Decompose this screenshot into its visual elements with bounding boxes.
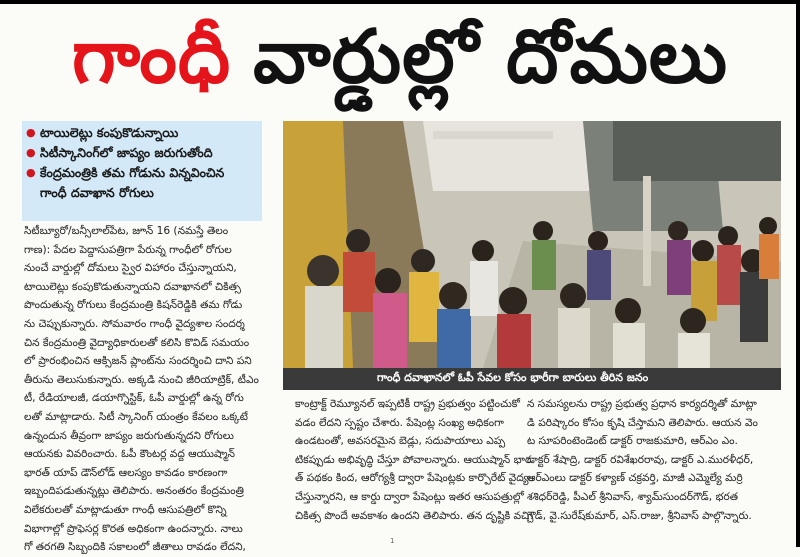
article-line: లతో మాట్లాడారు. సిటీ స్కానింగ్ యంత్రం కేవలం ఒక్కటే bbox=[24, 410, 248, 423]
news-photo bbox=[283, 121, 781, 368]
article-line: పొందుతున్న రోగులు కేంద్రమంత్రి కిషన్‌రెడ్డికి తమ గోడు bbox=[24, 299, 243, 312]
article-line: ట సూపరింటెండెంట్ డాక్టర్ రాజకుమారి, ఆర్ఎం ఎం. bbox=[527, 435, 738, 448]
highlight-item bbox=[26, 123, 262, 143]
article-line: నుంచే వార్డుల్లో దోమలు స్వైర విహారం చేస్తున్నాయని, bbox=[24, 262, 237, 275]
article-line: ను చెప్పుకున్నారు. సోమవారం గాంధీ వైద్యశాల సందర్శ bbox=[24, 317, 245, 330]
highlight-text: సిటీస్కానింగ్‌లో జాప్యం జరుగుతోంది bbox=[40, 145, 213, 160]
article-line: భారత్ యాప్ డౌన్‌లోడ్ ఆలస్యం కావడం కారణంగా bbox=[24, 466, 228, 479]
headline-red-word: గాంధీ bbox=[72, 14, 232, 100]
headline-black-words: వార్డుల్లో దోమలు bbox=[253, 14, 728, 100]
article-line: ఉండటంతో, అవసరమైన బెడ్లు, సదుపాయాలు ఎప్ప bbox=[295, 435, 506, 448]
article-line: వడం లేదని స్పష్టం చేశారు. పేషెంట్ల సంఖ్య అధికంగా bbox=[295, 416, 504, 429]
article-column-middle bbox=[295, 395, 534, 530]
article-line: డి పరిష్కారం కోసం కృషి చేస్తామని తెలిపారు. ఆయన వెం bbox=[527, 416, 758, 429]
headline bbox=[0, 10, 800, 122]
article-line: త్ పథకం కింద, ఆరోగ్యశ్రీ ద్వారా పేషెంట్లకు కార్పొరేట్ వైద్యం bbox=[295, 472, 534, 485]
article-line: ఆర్ఎంలు డాక్టర్ కళ్యాణ్ చక్రవర్తి, మాజీ ఎమ్మెల్యే మర్రి bbox=[527, 472, 743, 485]
bullet-icon: ● bbox=[26, 166, 36, 179]
article-line: చికిత్స పొందే అవకాశం ఉందని తెలిపారు. తన దృష్టికి వచ్చి bbox=[295, 509, 534, 522]
article-line: చేస్తున్నారని, ఆ కార్డు ద్వారా పేషెంట్లు ఇతర ఆసుపత్రుల్లో bbox=[295, 490, 524, 503]
article-line: శశిధర్‌రెడ్డి, పీఎల్ శ్రీనివాస్, శ్యామ్‌సుందర్‌గౌడ్, భరత bbox=[527, 490, 738, 503]
article-line: ఇబ్బందిపడుతున్నట్లు తెలిపారు. అనంతరం కేంద్రమంత్రి bbox=[24, 485, 244, 498]
top-rule bbox=[0, 0, 800, 4]
page-folio: 1 bbox=[390, 537, 395, 545]
highlight-text: కేంద్రమంత్రికి తమ గోడును విన్నవించిన bbox=[40, 165, 225, 180]
bullet-icon: ● bbox=[26, 146, 36, 159]
article-line: ఆయనకు వివరించారు. ఓపీ కౌంటర్ల వద్ద ఆయుష్మాన్ bbox=[24, 448, 235, 461]
article-line: న సమస్యలను రాష్ట్ర ప్రభుత్వ ప్రధాన కార్యదర్శితో మాట్లా bbox=[527, 398, 757, 410]
article-line: గౌడ్, వై.సురేష్‌కుమార్, ఎస్.రాజు, శ్రీనివాస్ పాల్గొన్నారు. bbox=[527, 509, 752, 522]
highlight-text-continued: గాంధీ దవాఖాన రోగులు bbox=[40, 185, 154, 200]
highlight-item bbox=[26, 143, 262, 163]
highlight-item bbox=[26, 163, 262, 183]
article-line: టాయిలెట్లు కంపుకొడుతున్నాయని దవాఖానలో చికిత్స bbox=[24, 280, 241, 293]
article-line: కాంట్రాక్ట్ రెమ్యూనల్ ఇప్పటికీ రాష్ట్ర ప్రభుత్వం పట్టించుకో bbox=[295, 398, 520, 410]
article-column-left bbox=[24, 222, 280, 554]
article-line: చిన కేంద్రమంత్రి వైద్యాధికారులతో కలిసి కొవిడ్ సమయం bbox=[24, 336, 250, 349]
article-line: గాణ): పేదల పెద్దాసుపత్రిగా పేరున్న గాంధీలో రోగుల bbox=[24, 243, 232, 256]
article-line: టికప్పుడు అభివృద్ధి చేస్తూ పోవాలన్నారు. ఆయుష్మాన్ భార bbox=[295, 453, 532, 466]
highlight-text: టాయిలెట్లు కంపుకొడున్నాయి bbox=[40, 125, 179, 140]
crowd-photo-illustration bbox=[283, 121, 781, 368]
highlights-box bbox=[22, 121, 262, 221]
article-line: సిటీబ్యూరో/బన్సీలాల్‌పేట, జూన్ 16 (నమస్తే తెలం bbox=[24, 225, 229, 237]
article-line: ఉన్నందున తీవ్రంగా జాప్యం జరుగుతున్నదని రోగులు bbox=[24, 429, 234, 442]
article-line: విభాగాల్లో ప్రొఫెసర్ల కొరత అధికంగా ఉందన్నారు. నాలు bbox=[24, 522, 243, 535]
article-line: టీ, రేడియాలజీ, డయాగ్నొస్టిక్, ఓపీ వార్డుల్లో ఉన్న రోగు bbox=[24, 392, 244, 405]
article-line: గో తరగతి సిబ్బందికి సకాలంలో జీతాలు రావడం లేదని, bbox=[24, 541, 246, 554]
article-line: లో ప్రారంభించిన ఆక్సిజన్ ప్లాంట్‌ను సందర్శించి దాని పని bbox=[24, 355, 252, 368]
article-line: విలేకరులతో మాట్లాడుతూ గాంధీ ఆసుపత్రిలో కొన్ని bbox=[24, 503, 227, 516]
article-column-right bbox=[527, 395, 785, 530]
article-line: తీరును తెలుసుకున్నారు. అక్కడి నుంచి జీరియాట్రిక్, టీఎం bbox=[24, 373, 259, 386]
bullet-icon: ● bbox=[26, 126, 36, 139]
article-line: డాక్టర్ శేషాద్రి, డాక్టర్ రవిశేఖరరావు, డాక్టర్ ఎ.మురళీధర్, bbox=[527, 453, 754, 466]
photo-caption: గాంధీ దవాఖానలో ఓపీ సేవల కోసం భారీగా బారులు తీరిన జనం bbox=[283, 368, 781, 390]
